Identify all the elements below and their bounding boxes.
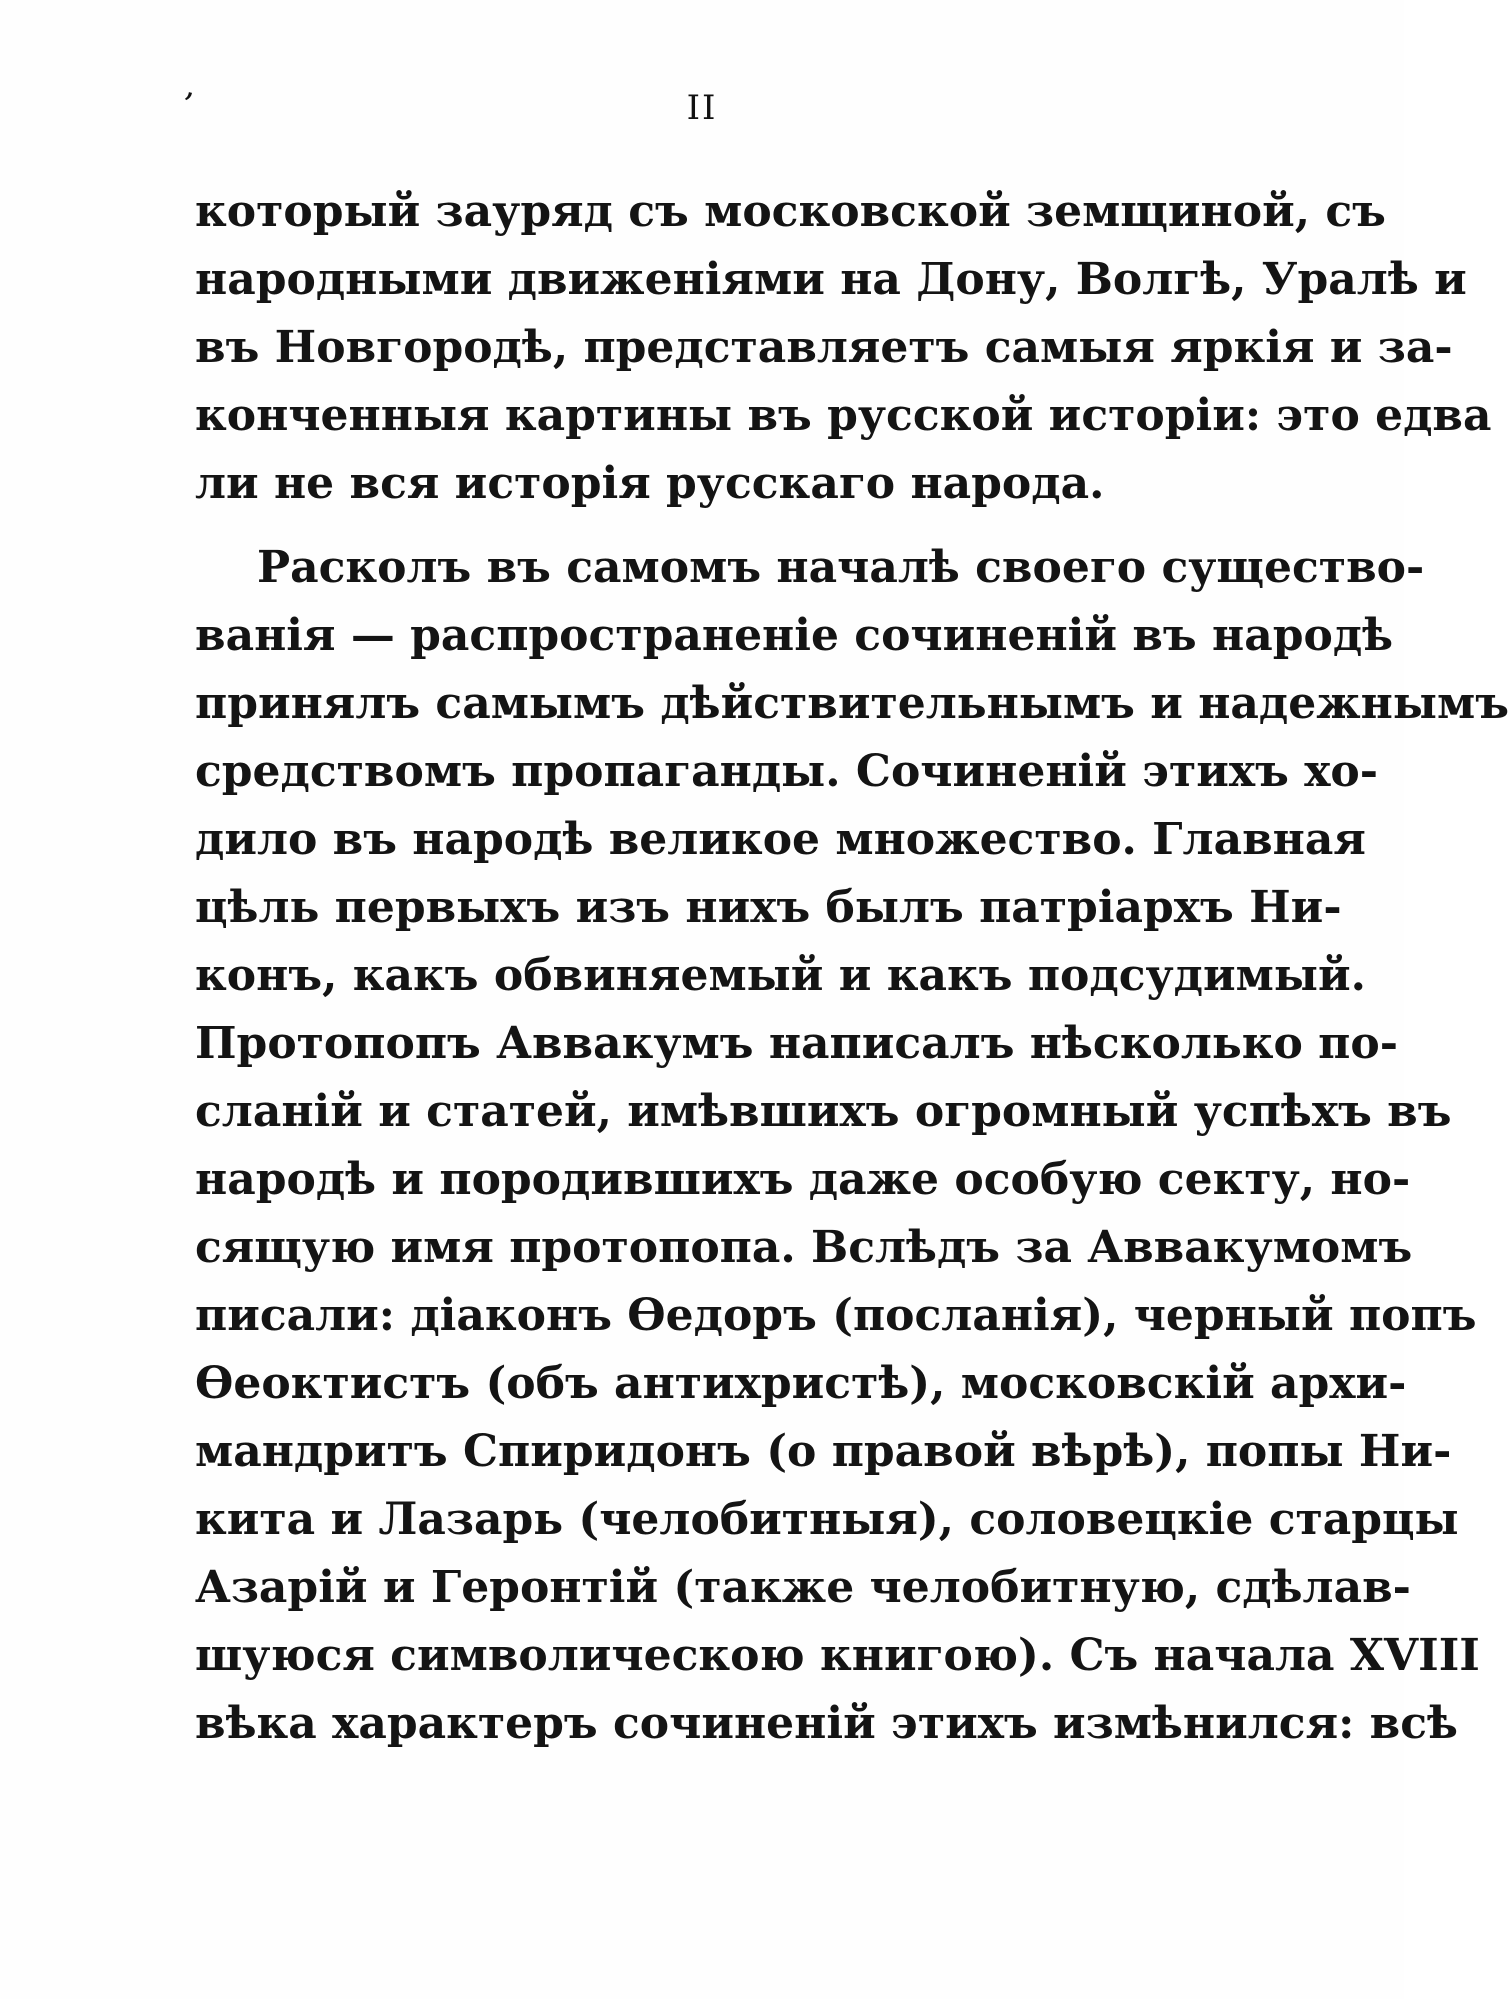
text-line: въ Новгородѣ, представляетъ самыя яркія и за- [195,322,1453,373]
text-line: конченныя картины въ русской исторіи: это едва [195,390,1492,441]
paragraph-gap [195,518,1225,534]
paragraph-1 [195,178,1492,518]
text-line: вѣка характеръ сочиненій этихъ измѣнился: всѣ [195,1698,1458,1749]
text-line: Протопопъ Аввакумъ написалъ нѣсколько по- [195,1018,1398,1069]
text-line: цѣль первыхъ изъ нихъ былъ патріархъ Ни- [195,882,1342,933]
text-line: принялъ самымъ дѣйствительнымъ и надежнымъ [195,678,1509,729]
text-line: ли не вся исторія русскаго народа. [195,458,1105,509]
text-line: шуюся символическою книгою). Съ начала XVIII [195,1630,1480,1681]
page-mark: ʼ [175,85,195,127]
text-line: писали: діаконъ Ѳедоръ (посланія), черный попъ [195,1290,1477,1341]
text-line: который зауряд съ московской земщиной, съ [195,186,1386,237]
text-line: Расколъ въ самомъ началѣ своего существо- [257,542,1425,593]
page-number: II [686,88,718,128]
text-line: народѣ и породившихъ даже особую секту, но- [195,1154,1411,1205]
paragraph-2 [195,534,1509,1758]
text-line: народными движеніями на Дону, Волгѣ, Уралѣ и [195,254,1467,305]
text-line: конъ, какъ обвиняемый и какъ подсудимый. [195,950,1366,1001]
text-line: средствомъ пропаганды. Сочиненій этихъ хо- [195,746,1379,797]
body-text [195,178,1509,1758]
text-line: кита и Лазарь (челобитныя), соловецкіе старцы [195,1494,1459,1545]
text-line: ванія — распространеніе сочиненій въ народѣ [195,610,1394,661]
text-line: сланій и статей, имѣвшихъ огромный успѣхъ въ [195,1086,1452,1137]
text-line: Азарій и Геронтій (также челобитную, сдѣлав- [195,1562,1411,1613]
text-line: мандритъ Спиридонъ (о правой вѣрѣ), попы Ни- [195,1426,1452,1477]
text-line: дило въ народѣ великое множество. Главная [195,814,1366,865]
text-line: Ѳеоктистъ (объ антихристѣ), московскій архи- [195,1358,1407,1409]
text-line: сящую имя протопопа. Вслѣдъ за Аввакумомъ [195,1222,1413,1273]
